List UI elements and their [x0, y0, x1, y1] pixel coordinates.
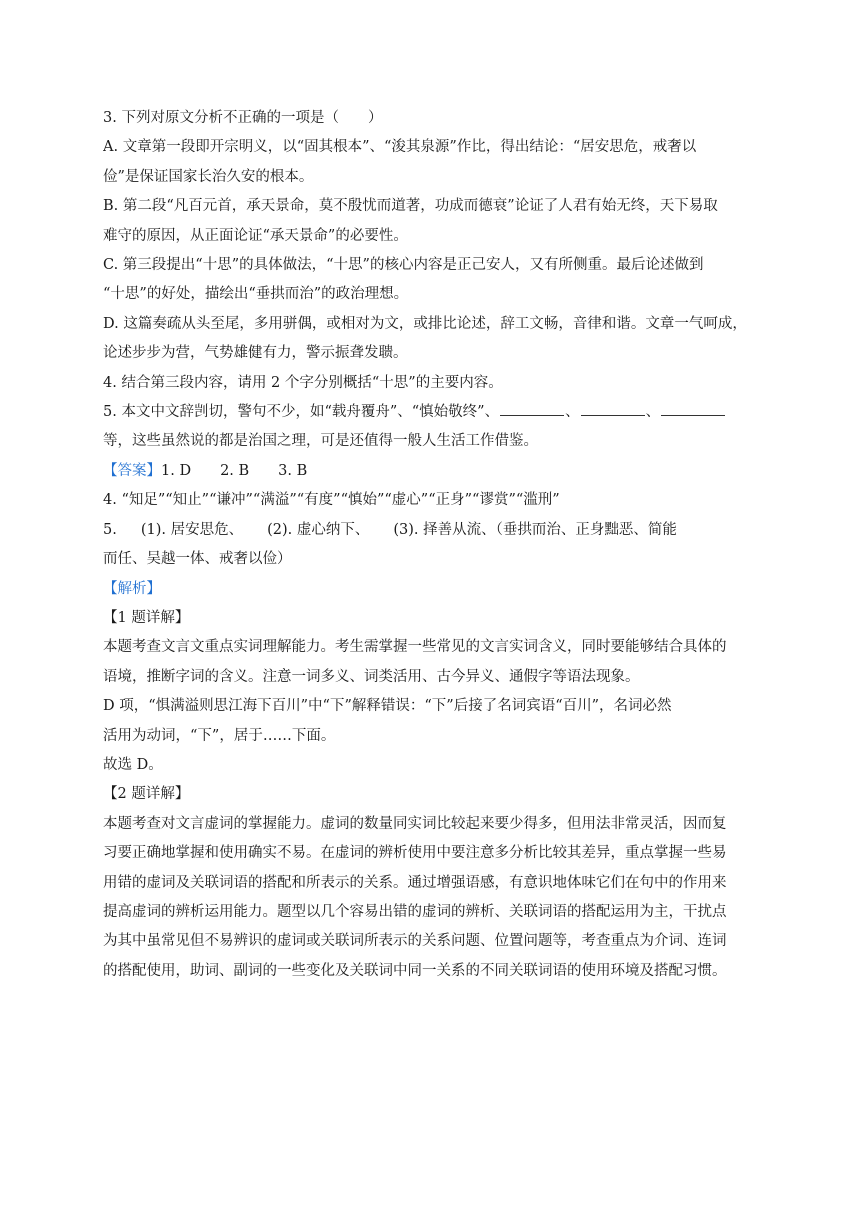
- answer-blank: [500, 402, 564, 416]
- detail-2-title: 【2 题详解】: [103, 786, 190, 803]
- detail-1-line: D 项，“惧满溢则思江海下百川”中“下”解释错误：“下”后接了名词宾语“百川”，名词必然: [103, 698, 672, 715]
- detail-1-line: 故选 D。: [103, 756, 163, 773]
- q3-stem: 3. 下列对原文分析不正确的一项是（ ）: [103, 110, 383, 126]
- detail-1-title: 【1 题详解】: [103, 609, 190, 626]
- answer-line-2: 4. “知足”“知止”“谦冲”“满溢”“有度”“慎始”“虚心”“正身”“谬赏”“滥刑”: [103, 492, 560, 509]
- answer-blank: [581, 402, 645, 416]
- q3-option-b-cont: 难守的原因，从正面论证“承天景命”的必要性。: [103, 227, 408, 244]
- answer-line-4: 而任、吴越一体、戒奢以俭）: [103, 551, 292, 568]
- q5-stem: 5. 本文中文辞剀切，警句不少，如“载舟覆舟”、“慎始敬终”、 、 、: [103, 398, 759, 427]
- detail-1-line: 语境，推断字词的含义。注意一词多义、词类活用、古今异义、通假字等语法现象。: [103, 668, 640, 685]
- emphasis-dot-char: 确: [251, 110, 267, 126]
- q3-option-a: A. 文章第一段即开宗明义，以“固其根本”、“浚其泉源”作比，得出结论：“居安思危，戒奢以: [103, 139, 697, 156]
- detail-2-line: 为其中虽常见但不易辨识的虚词或关联词所表示的关系问题、位置问题等，考查重点为介词、连词: [103, 933, 727, 950]
- q3-option-a-cont: 俭”是保证国家长治久安的根本。: [103, 168, 314, 185]
- q3-option-b: B. 第二段“凡百元首，承天景命，莫不殷忧而道著，功成而德衰”论证了人君有始无终，天下易取: [103, 198, 718, 215]
- detail-2-line: 的搭配使用，助词、副词的一些变化及关联词中同一关系的不同关联词语的使用环境及搭配习惯。: [103, 962, 727, 979]
- analysis-label: 【解析】: [103, 580, 161, 597]
- detail-1-line: 本题考查文言文重点实词理解能力。考生需掌握一些常见的文言实词含义，同时要能够结合具体的: [103, 639, 727, 656]
- answer-label: 【答案】: [103, 462, 161, 479]
- q3-option-d-cont: 论述步步为营，气势雄健有力，警示振聋发聩。: [103, 345, 408, 362]
- detail-1-line: 活用为动词，“下”，居于……下面。: [103, 727, 336, 744]
- detail-2-line: 本题考查对文言虚词的掌握能力。虚词的数量同实词比较起来要少得多，但用法非常灵活，因而复: [103, 815, 727, 832]
- answer-line-3: 5. (1). 居安思危、 (2). 虚心纳下、 (3). 择善从流、（垂拱而治、正身黜恶、简能: [103, 521, 677, 538]
- q5-stem-cont: 等，这些虽然说的都是治国之理，可是还值得一般人生活工作借鉴。: [103, 433, 538, 450]
- q3-option-c-cont: “十思”的好处，描绘出“垂拱而治”的政治理想。: [103, 286, 409, 303]
- answer-line-1: 【答案】1. D 2. B 3. B: [103, 462, 308, 479]
- emphasis-dot-char: 不: [222, 110, 238, 126]
- document-body: [103, 104, 759, 986]
- q4-stem: 4. 结合第三段内容，请用 2 个字分别概括“十思”的主要内容。: [103, 374, 503, 391]
- emphasis-dot-char: 正: [237, 110, 252, 126]
- q3-option-c: C. 第三段提出“十思”的具体做法，“十思”的核心内容是正己安人，又有所侧重。最后论述做到: [103, 257, 704, 274]
- q3-option-d: D. 这篇奏疏从头至尾，多用骈偶，或相对为文，或排比论述，辞工文畅，音律和谐。文章一气呵成，: [103, 315, 747, 332]
- detail-2-line: 用错的虚词及关联词语的搭配和所表示的关系。通过增强语感，有意识地体味它们在句中的作用来: [103, 874, 727, 891]
- detail-2-line: 习要正确地掌握和使用确实不易。在虚词的辨析使用中要注意多分析比较其差异，重点掌握一些易: [103, 845, 727, 862]
- answer-blank: [661, 402, 725, 416]
- detail-2-line: 提高虚词的辨析运用能力。题型以几个容易出错的虚词的辨析、关联词语的搭配运用为主，干扰点: [103, 903, 727, 920]
